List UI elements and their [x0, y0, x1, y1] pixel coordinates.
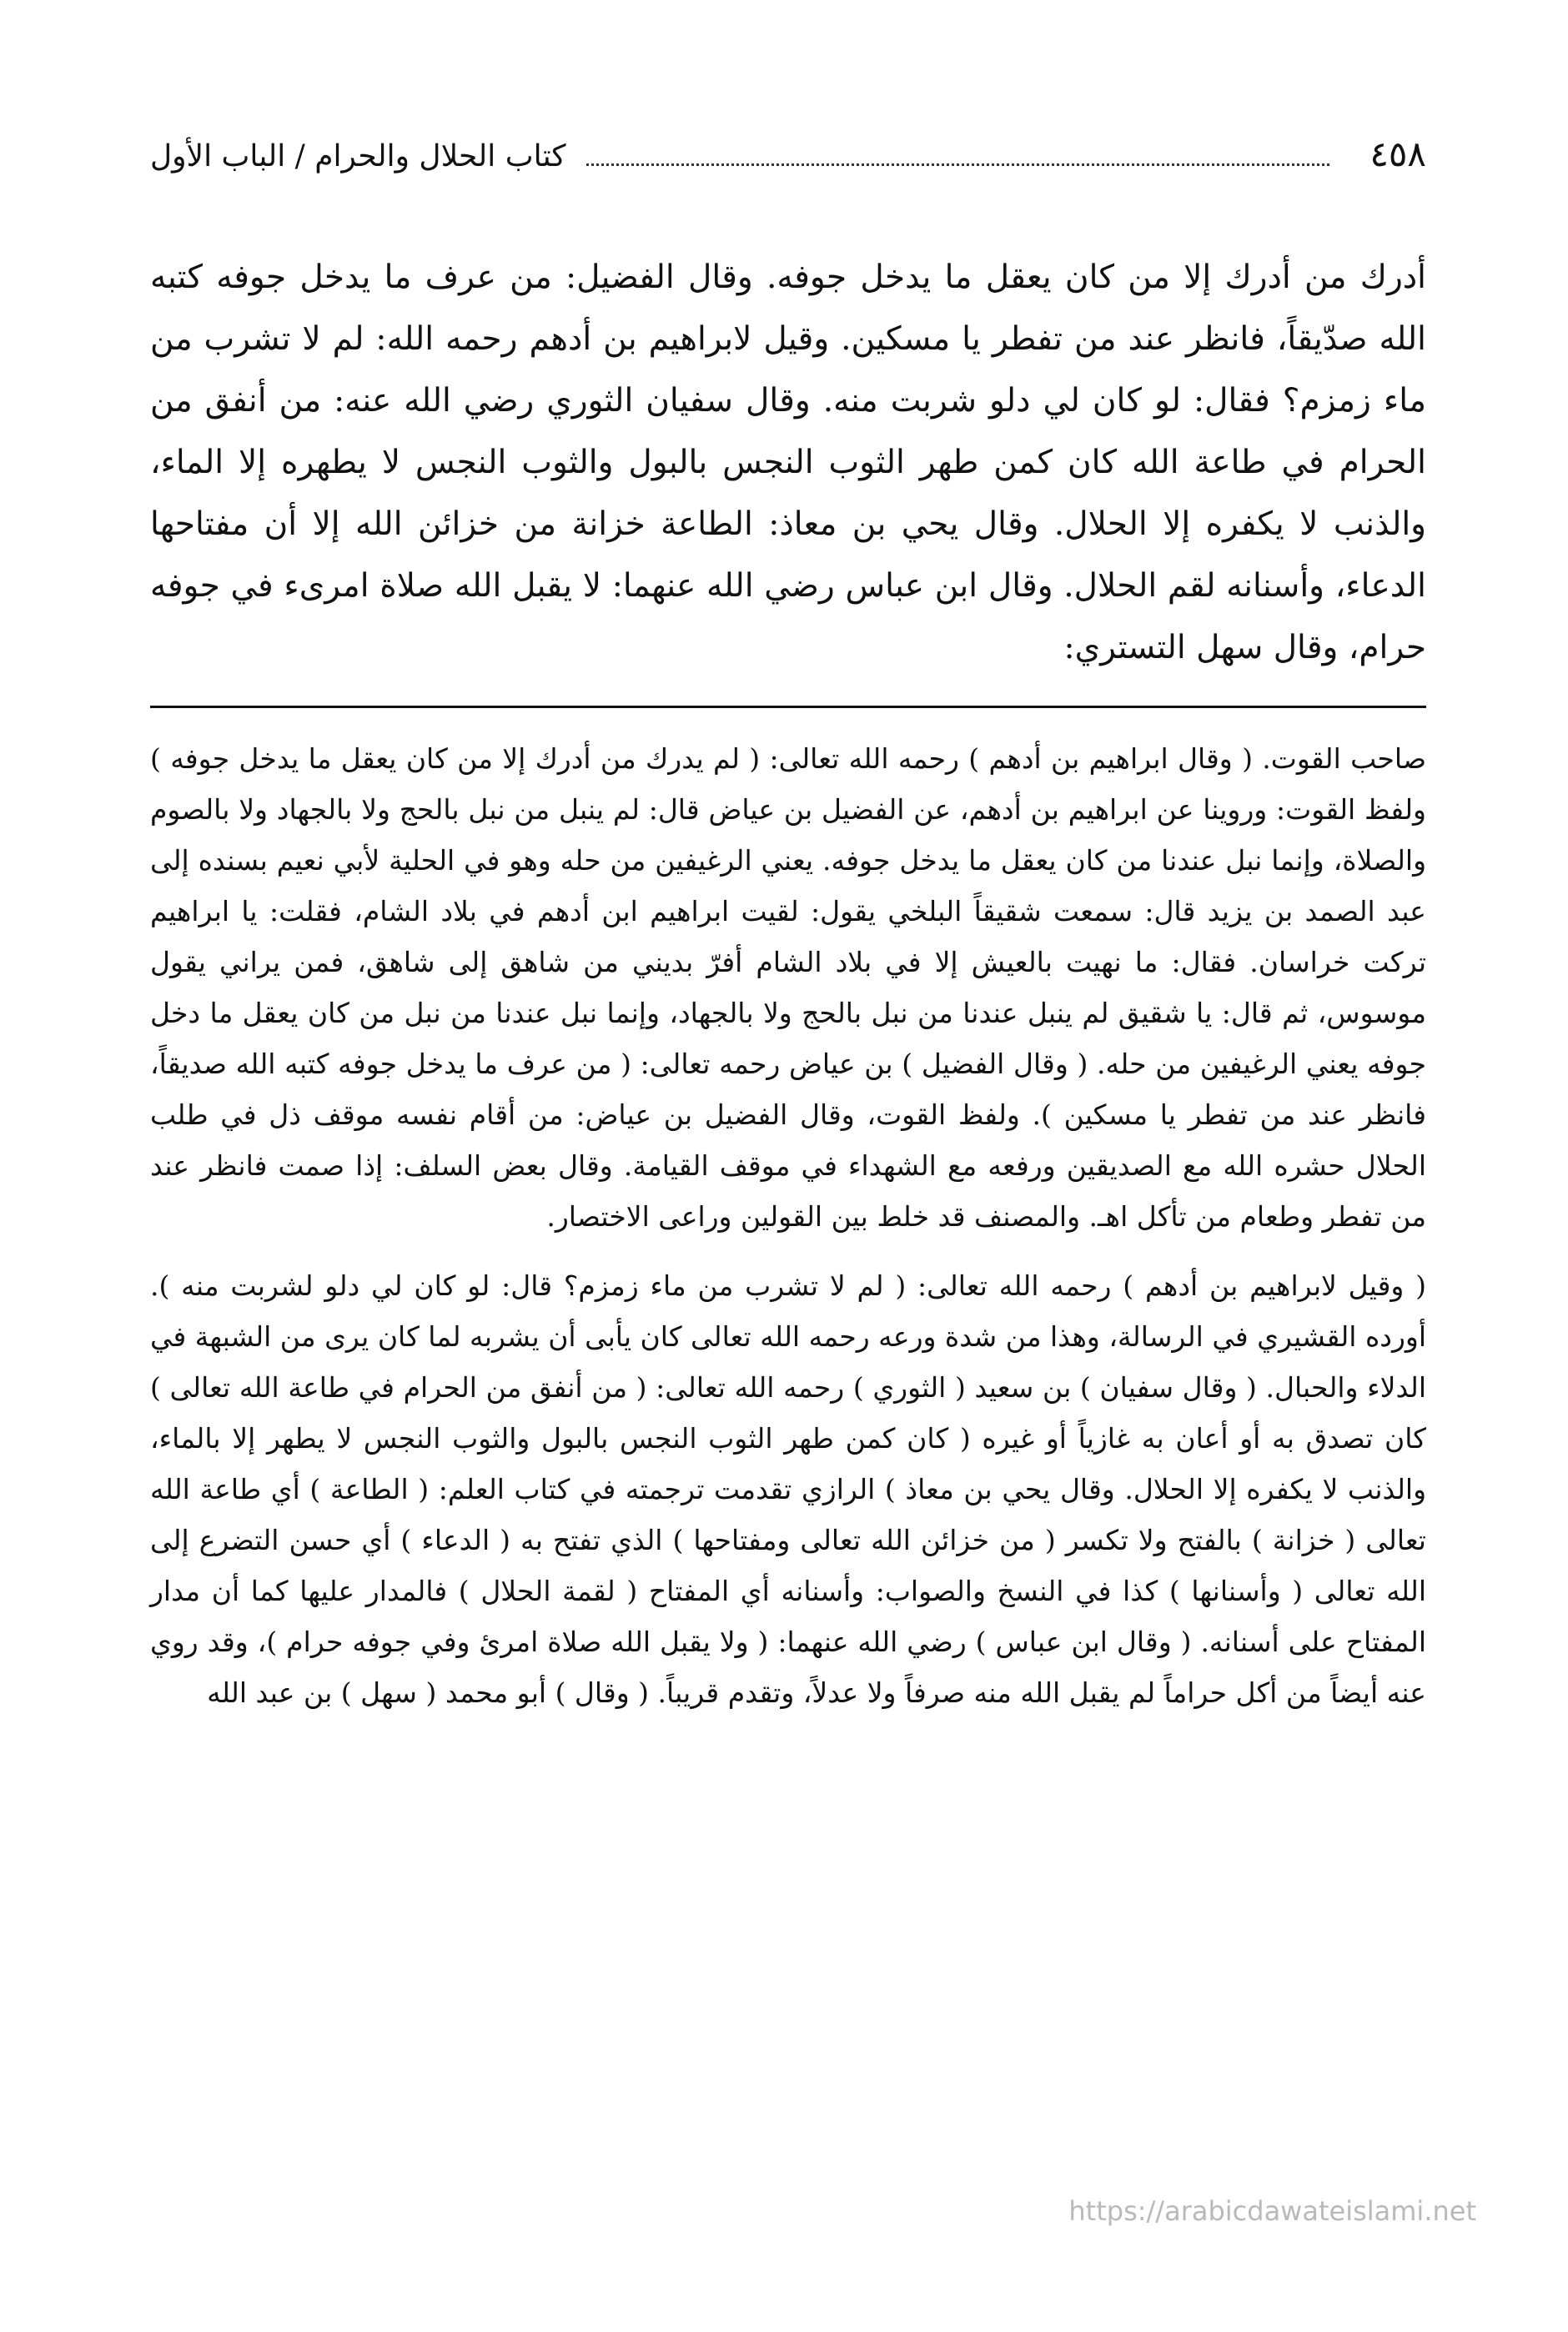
header-dotted-leader: [586, 145, 1330, 166]
main-text: [150, 247, 1426, 679]
page-number: ٤٥٨: [1369, 133, 1426, 174]
watermark-url: https://arabicdawateislami.net: [1068, 2195, 1476, 2227]
main-paragraph: أدرك من أدرك إلا من كان يعقل ما يدخل جوفه. وقال الفضيل: من عرف ما يدخل جوفه كتبه الله صدّيقاً، فانظر عند من تفطر يا مسكين. وقيل لابراهيم بن أدهم رحمه الله: لم لا تشرب من ماء زمزم؟ فقال: لو كان لي دلو شربت منه. وقال سفيان الثوري رضي الله عنه: من أنفق من الحرام في طاعة الله كان كمن طهر الثوب النجس بالبول والثوب النجس لا يطهره إلا الماء، والذنب لا يكفره إلا الحلال. وقال يحي بن معاذ: الطاعة خزانة من خزائن الله إلا أن مفتاحها الدعاء، وأسنانه لقم الحلال. وقال ابن عباس رضي الله عنهما: لا يقبل الله صلاة امرىء في جوفه حرام، وقال سهل التستري:: [150, 259, 1426, 666]
commentary: [150, 733, 1426, 1718]
commentary-paragraph-1: صاحب القوت. ( وقال ابراهيم بن أدهم ) رحمه الله تعالى: ( لم يدرك من أدرك إلا من كان يعقل ما يدخل جوفه ) ولفظ القوت: وروينا عن ابراهيم بن أدهم، عن الفضيل بن عياض قال: لم ينبل من نبل بالحج ولا بالجهاد ولا بالصوم والصلاة، وإنما نبل عندنا من كان يعقل ما يدخل جوفه. يعني الرغيفين من حله وهو في الحلية لأبي نعيم بسنده إلى عبد الصمد بن يزيد قال: سمعت شقيقاً البلخي يقول: لقيت ابراهيم ابن أدهم في بلاد الشام، فقلت: يا ابراهيم تركت خراسان. فقال: ما نهيت بالعيش إلا في بلاد الشام أفرّ بديني من شاهق إلى شاهق، فمن يراني يقول موسوس، ثم قال: يا شقيق لم ينبل عندنا من نبل بالحج ولا بالجهاد، وإنما نبل عندنا من نبل من كان يعقل ما دخل جوفه يعني الرغيفين من حله. ( وقال الفضيل ) بن عياض رحمه تعالى: ( من عرف ما يدخل جوفه كتبه الله صديقاً، فانظر عند من تفطر يا مسكين ). ولفظ القوت، وقال الفضيل بن عياض: من أقام نفسه موقف ذل في طلب الحلال حشره الله مع الصديقين ورفعه مع الشهداء في موقف القيامة. وقال بعض السلف: إذا صمت فانظر عند من تفطر وطعام من تأكل اهـ. والمصنف قد خلط بين القولين وراعى الاختصار.: [150, 742, 1427, 1233]
running-title: كتاب الحلال والحرام / الباب الأول: [150, 139, 566, 173]
book-page: [150, 133, 1426, 2252]
commentary-paragraph-2: ( وقيل لابراهيم بن أدهم ) رحمه الله تعالى: ( لم لا تشرب من ماء زمزم؟ قال: لو كان لي دلو لشربت منه ). أورده القشيري في الرسالة، وهذا من شدة ورعه رحمه الله تعالى كان يأبى أن يشربه لما كان يرى من الشبهة في الدلاء والحبال. ( وقال سفيان ) بن سعيد ( الثوري ) رحمه الله تعالى: ( من أنفق من الحرام في طاعة الله تعالى ) كان تصدق به أو أعان به غازياً أو غيره ( كان كمن طهر الثوب النجس بالبول والثوب النجس لا يطهر إلا بالماء، والذنب لا يكفره إلا الحلال. وقال يحي بن معاذ ) الرازي تقدمت ترجمته في كتاب العلم: ( الطاعة ) أي طاعة الله تعالى ( خزانة ) بالفتح ولا تكسر ( من خزائن الله تعالى ومفتاحها ) الذي تفتح به ( الدعاء ) أي حسن التضرع إلى الله تعالى ( وأسنانها ) كذا في النسخ والصواب: وأسنانه أي المفتاح ( لقمة الحلال ) فالمدار عليها كما أن مدار المفتاح على أسنانه. ( وقال ابن عباس ) رضي الله عنهما: ( ولا يقبل الله صلاة امرئ وفي جوفه حرام )، وقد روي عنه أيضاً من أكل حراماً لم يقبل الله منه صرفاً ولا عدلاً، وتقدم قريباً. ( وقال ) أبو محمد ( سهل ) بن عبد الله: [150, 1269, 1426, 1709]
footnote-divider: [150, 706, 1426, 708]
running-header: [150, 133, 1426, 193]
